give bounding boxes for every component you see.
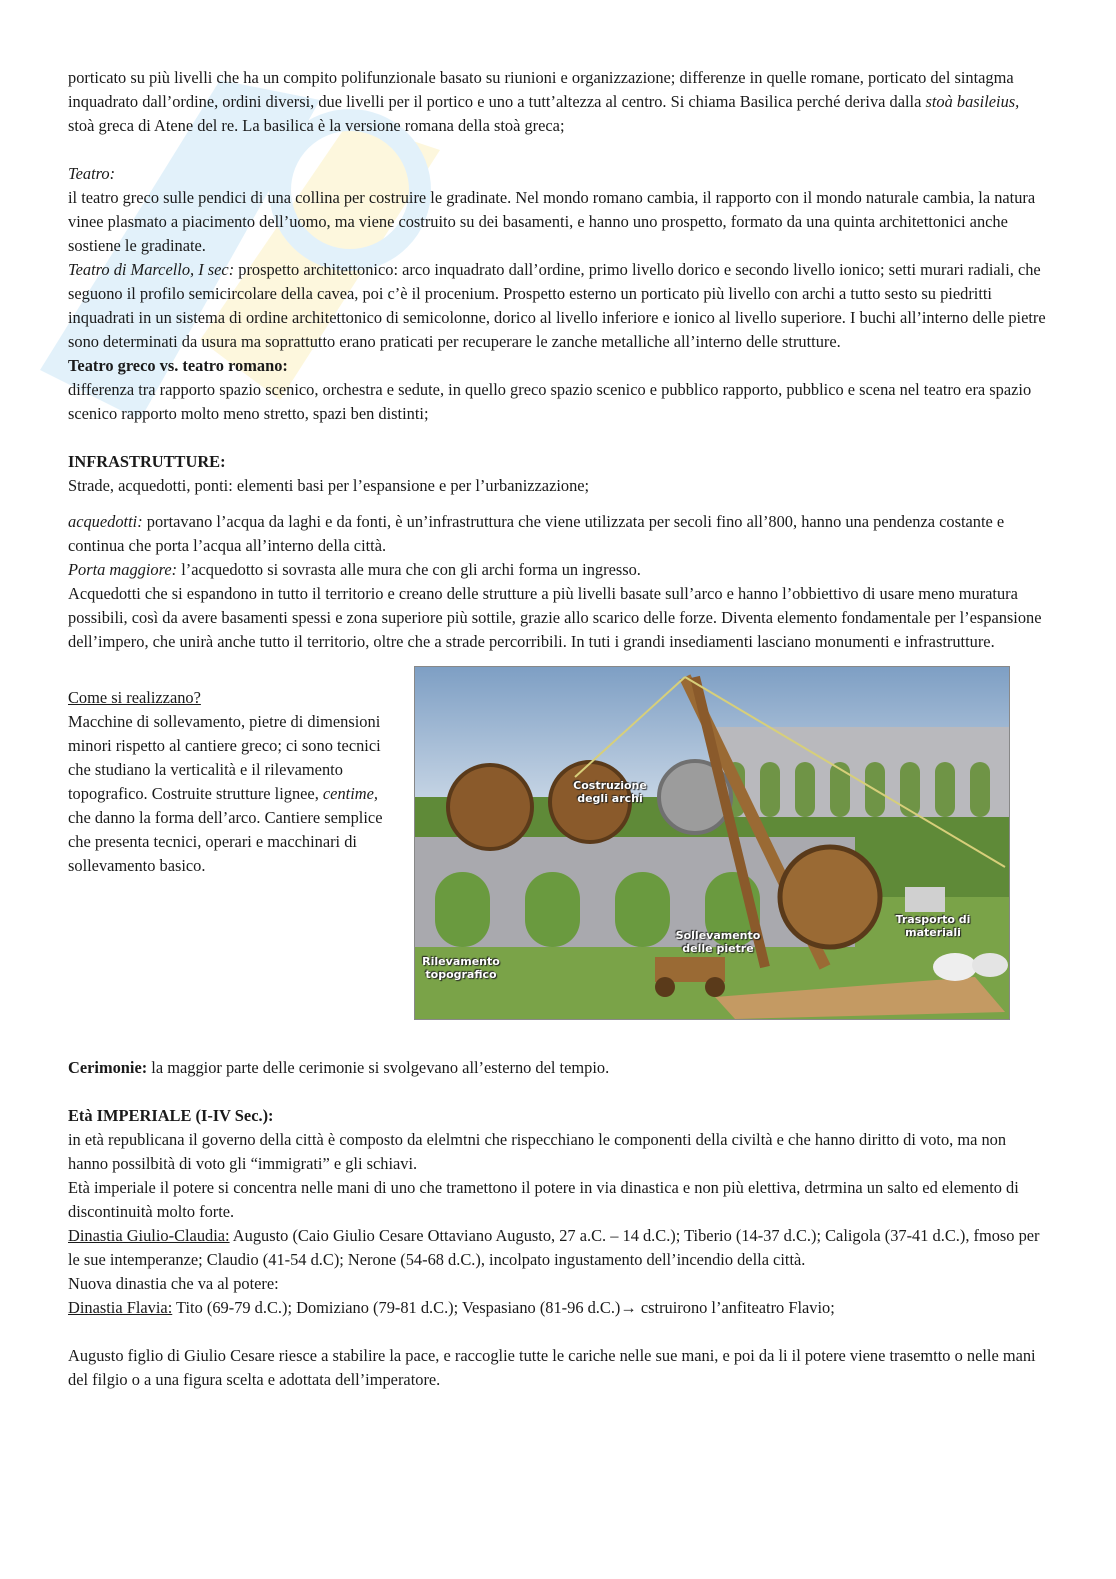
come-heading: Come si realizzano? — [68, 688, 201, 707]
infrastrutture-paragraph: Strade, acquedotti, ponti: elementi basi per l’espansione e per l’urbanizzazione; — [68, 476, 590, 495]
dinastia-giulio-claudia: Dinastia Giulio-Claudia: Augusto (Caio Giulio Cesare Ottaviano Augusto, 27 a.C. – 14 d.C.); Tiberio (14-37 d.C.); Caligola (37-41 d.C.), fmoso per le sue intemperanze; Claudio (41-54 d.C); Nerone (54-68 d.C.), incolpato ingustamento dell’incendio della città. — [68, 1226, 1040, 1269]
teatro-paragraph: il teatro greco sulle pendici di una collina per costruire le gradinate. Nel mondo romano cambia, il rapporto con il mondo naturale cambia, la natura vinee plasmato a piacimento dell’uomo, ma viene costruito su dei basamenti, e hanno uno prospetto, formato da una quinta architettonici anche sostiene le gradinate. — [68, 188, 1036, 255]
acquedotti-paragraph: acquedotti: portavano l’acqua da laghi e da fonti, è un’infrastruttura che viene utilizzata per secoli fino all’800, hanno una pendenza costante e continua che porta l’acqua all’interno della città. — [68, 512, 1005, 555]
teatro-label: Teatro: — [68, 164, 116, 183]
cerimonie-paragraph: Cerimonie: la maggior parte delle cerimonie si svolgevano all’esterno del tempio. — [68, 1058, 610, 1077]
label-trasporto-materiali: Trasporto di materiali — [895, 913, 971, 939]
imperiale-paragraph-1: in età republicana il governo della città è composto da elelmtni che rispecchiano le componenti della civiltà e che hanno diritto di voto, ma non hanno possilbità di voto gli “immigrati” e gli schiavi. — [68, 1130, 1007, 1173]
imperiale-heading: Età IMPERIALE (I-IV Sec.): — [68, 1106, 274, 1125]
arrow-icon: → — [620, 1298, 637, 1317]
imperiale-paragraph-2: Età imperiale il potere si concentra nelle mani di uno che tramettono il potere in via dinastica e non più elettiva, detrmina un salto ed elemento di discontinuità molto forte. — [68, 1178, 1019, 1221]
label-rilevamento-topografico: Rilevamento topografico — [422, 955, 500, 981]
come-column — [68, 666, 383, 1020]
teatro-vs-heading: Teatro greco vs. teatro romano: — [68, 356, 288, 375]
acquedotti-espansione-paragraph: Acquedotti che si espandono in tutto il territorio e creano delle strutture a più livelli basate sull’arco e hanno l’obbiettivo di usare meno muratura possibili, così da avere basamenti spessi e zona superiore più sottile, grazie allo scarico delle forze. Diventa elemento fondamentale per l’espansione dell’impero, che unirà anche tutto il territorio, oltre che a strade percorribili. In tuti i grandi insediamenti lasciano monumenti e infrastrutture. — [68, 584, 1042, 651]
marcello-paragraph: Teatro di Marcello, I sec: prospetto architettonico: arco inquadrato dall’ordine, primo livello dorico e secondo livello ionico; setti murari radiali, che seguono il profilo semicircolare della cavea, poi c’è il procenium. Prospetto esterno un porticato più livello con archi a tutto sesto su piedritti inquadrati in un sistema di ordine architettonico di semicolonne, dorico al livello inferiore e ionico al livello superiore. I buchi all’interno delle pietre sono determinati da usura ma soprattutto erano praticati per recuperare le zanche metalliche all’interno delle strutture. — [68, 260, 1046, 351]
document-page — [68, 66, 1048, 1392]
basilica-paragraph: porticato su più livelli che ha un compito polifunzionale basato su riunioni e organizzazione; differenze in quelle romane, porticato del sintagma inquadrato dall’ordine, ordini diversi, due livelli per il portico e uno a tutt’altezza al centro. Si chiama Basilica perché deriva dalla stoà basileius, stoà greca di Atene del re. La basilica è la versione romana della stoà greca; — [68, 68, 1020, 135]
aqueduct-construction-image — [414, 666, 1010, 1020]
label-sollevamento-pietre: Sollevamento delle pietre — [675, 929, 761, 955]
teatro-vs-paragraph: differenza tra rapporto spazio scenico, orchestra e sedute, in quello greco spazio scenico e pubblico rapporto, pubblico e scena nel teatro era spazio scenico rapporto molto meno stretto, spazi ben distinti; — [68, 380, 1032, 423]
infrastrutture-heading: INFRASTRUTTURE: — [68, 452, 226, 471]
dinastia-flavia: Dinastia Flavia: Tito (69-79 d.C.); Domiziano (79-81 d.C.); Vespasiano (81-96 d.C.)→ cstruirono l’anfiteatro Flavio; — [68, 1298, 835, 1317]
label-costruzione-archi: Costruzione degli archi — [573, 779, 647, 805]
augusto-paragraph: Augusto figlio di Giulio Cesare riesce a stabilire la pace, e raccoglie tutte le cariche nelle sue mani, e poi da li il potere viene trasemtto o nelle mani del filgio o a una figura scelta e adottata dell’imperatore. — [68, 1346, 1036, 1389]
nuova-dinastia: Nuova dinastia che va al potere: — [68, 1274, 279, 1293]
come-paragraph: Macchine di sollevamento, pietre di dimensioni minori rispetto al cantiere greco; ci sono tecnici che studiano la verticalità e il rilevamento topografico. Costruite strutture lignee, centime, che danno la forma dell’arco. Cantiere semplice che presenta tecnici, operari e macchinari di sollevamento basico. — [68, 712, 383, 875]
porta-maggiore-paragraph: Porta maggiore: l’acquedotto si sovrasta alle mura che con gli archi forma un ingresso. — [68, 560, 641, 579]
